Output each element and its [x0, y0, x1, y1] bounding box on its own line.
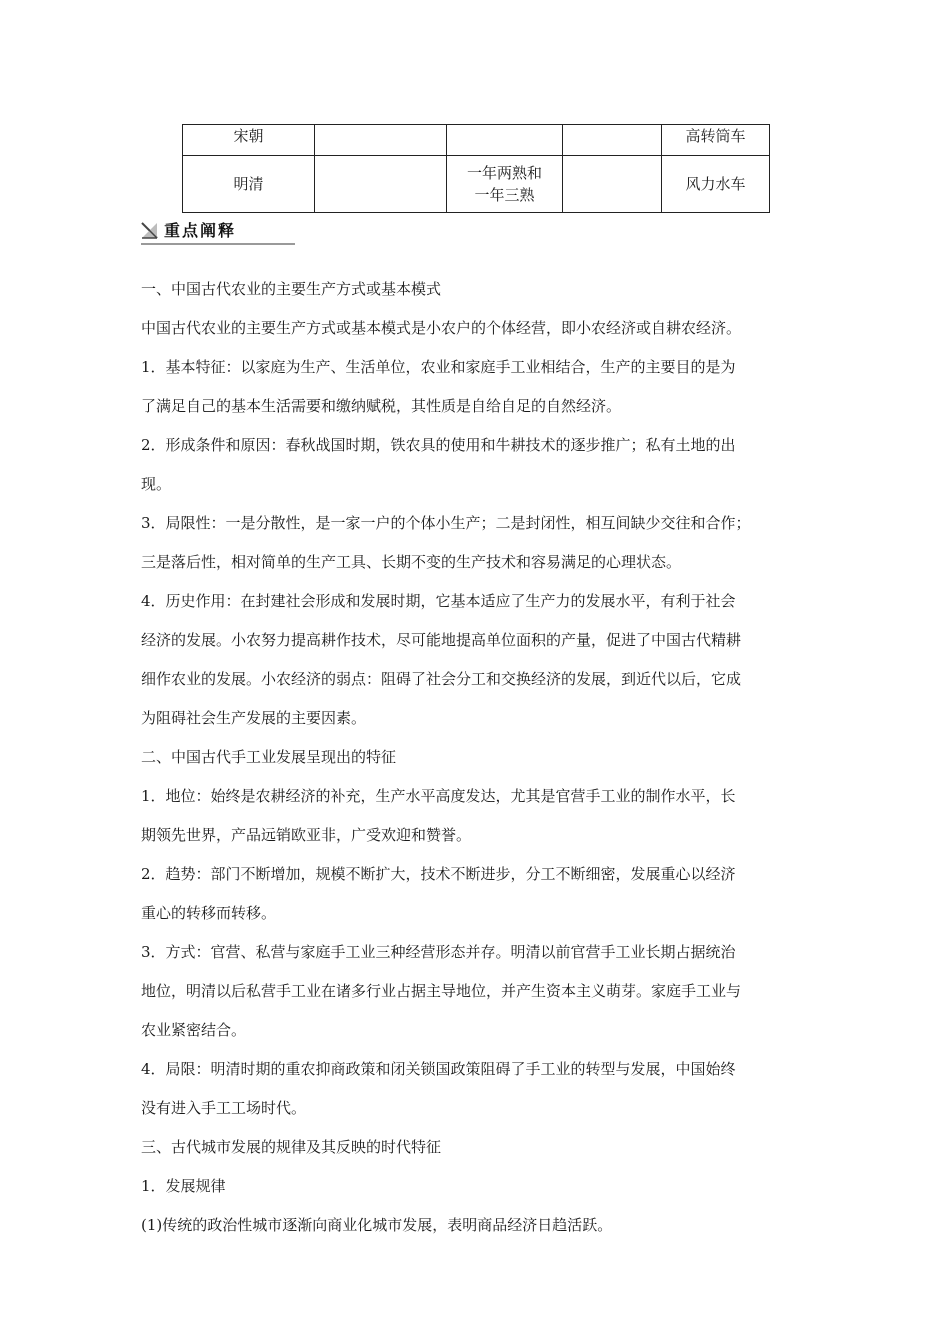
text-line: 农业紧密结合。 [141, 1021, 247, 1039]
text-line: 中国古代农业的主要生产方式或基本模式是小农户的个体经营，即小农经济或自耕农经济。 [141, 319, 742, 337]
text-line: 经济的发展。小农努力提高耕作技术，尽可能地提高单位面积的产量，促进了中国古代精耕 [141, 631, 742, 649]
text-line: 4．历史作用：在封建社会形成和发展时期，它基本适应了生产力的发展水平，有利于社会 [141, 592, 736, 610]
text-line: 4．局限：明清时期的重农抑商政策和闭关锁国政策阻碍了手工业的转型与发展，中国始终 [141, 1060, 736, 1078]
table-cell: 宋朝 [183, 125, 315, 156]
text-line: 1．基本特征：以家庭为生产、生活单位，农业和家庭手工业相结合，生产的主要目的是为 [141, 358, 736, 376]
table-cell [447, 125, 563, 156]
table-cell: 风力水车 [662, 156, 770, 213]
table-cell [563, 125, 662, 156]
section-underline [141, 243, 295, 245]
text-line: 没有进入手工工场时代。 [141, 1099, 307, 1117]
diagonal-marker-icon [141, 222, 158, 239]
text-line: 一、中国古代农业的主要生产方式或基本模式 [141, 280, 442, 298]
text-line: (1)传统的政治性城市逐渐向商业化城市发展，表明商品经济日趋活跃。 [141, 1216, 613, 1234]
table-cell [315, 125, 447, 156]
body-text [141, 270, 813, 1245]
text-line: 1．地位：始终是农耕经济的补充，生产水平高度发达，尤其是官营手工业的制作水平，长 [141, 787, 736, 805]
section-heading [141, 220, 295, 246]
text-line: 三、古代城市发展的规律及其反映的时代特征 [141, 1138, 442, 1156]
text-line: 2．形成条件和原因：春秋战国时期，铁农具的使用和牛耕技术的逐步推广；私有土地的出 [141, 436, 736, 454]
text-line: 地位，明清以后私营手工业在诸多行业占据主导地位，并产生资本主义萌芽。家庭手工业与 [141, 982, 742, 1000]
text-line: 三是落后性，相对简单的生产工具、长期不变的生产技术和容易满足的心理状态。 [141, 553, 682, 571]
text-line: 2．趋势：部门不断增加，规模不断扩大，技术不断进步，分工不断细密，发展重心以经济 [141, 865, 736, 883]
table-cell: 明清 [183, 156, 315, 213]
text-line: 细作农业的发展。小农经济的弱点：阻碍了社会分工和交换经济的发展，到近代以后，它成 [141, 670, 742, 688]
text-line: 期领先世界，产品远销欧亚非，广受欢迎和赞誉。 [141, 826, 472, 844]
text-line: 1．发展规律 [141, 1177, 226, 1195]
text-line: 为阻碍社会生产发展的主要因素。 [141, 709, 367, 727]
agriculture-table [182, 124, 770, 213]
table-cell [315, 156, 447, 213]
text-line: 3．方式：官营、私营与家庭手工业三种经营形态并存。明清以前官营手工业长期占据统治 [141, 943, 736, 961]
table-row [183, 156, 770, 213]
table-cell: 高转筒车 [662, 125, 770, 156]
text-line: 重心的转移而转移。 [141, 904, 277, 922]
text-line: 了满足自己的基本生活需要和缴纳赋税，其性质是自给自足的自然经济。 [141, 397, 622, 415]
section-title: 重点阐释 [164, 221, 237, 240]
table-cell: 一年两熟和 一年三熟 [447, 156, 563, 213]
text-line: 3．局限性：一是分散性，是一家一户的个体小生产；二是封闭性，相互间缺少交往和合作； [141, 514, 751, 532]
table-cell [563, 156, 662, 213]
text-line: 现。 [141, 475, 172, 493]
text-line: 二、中国古代手工业发展呈现出的特征 [141, 748, 397, 766]
table-row [183, 125, 770, 156]
